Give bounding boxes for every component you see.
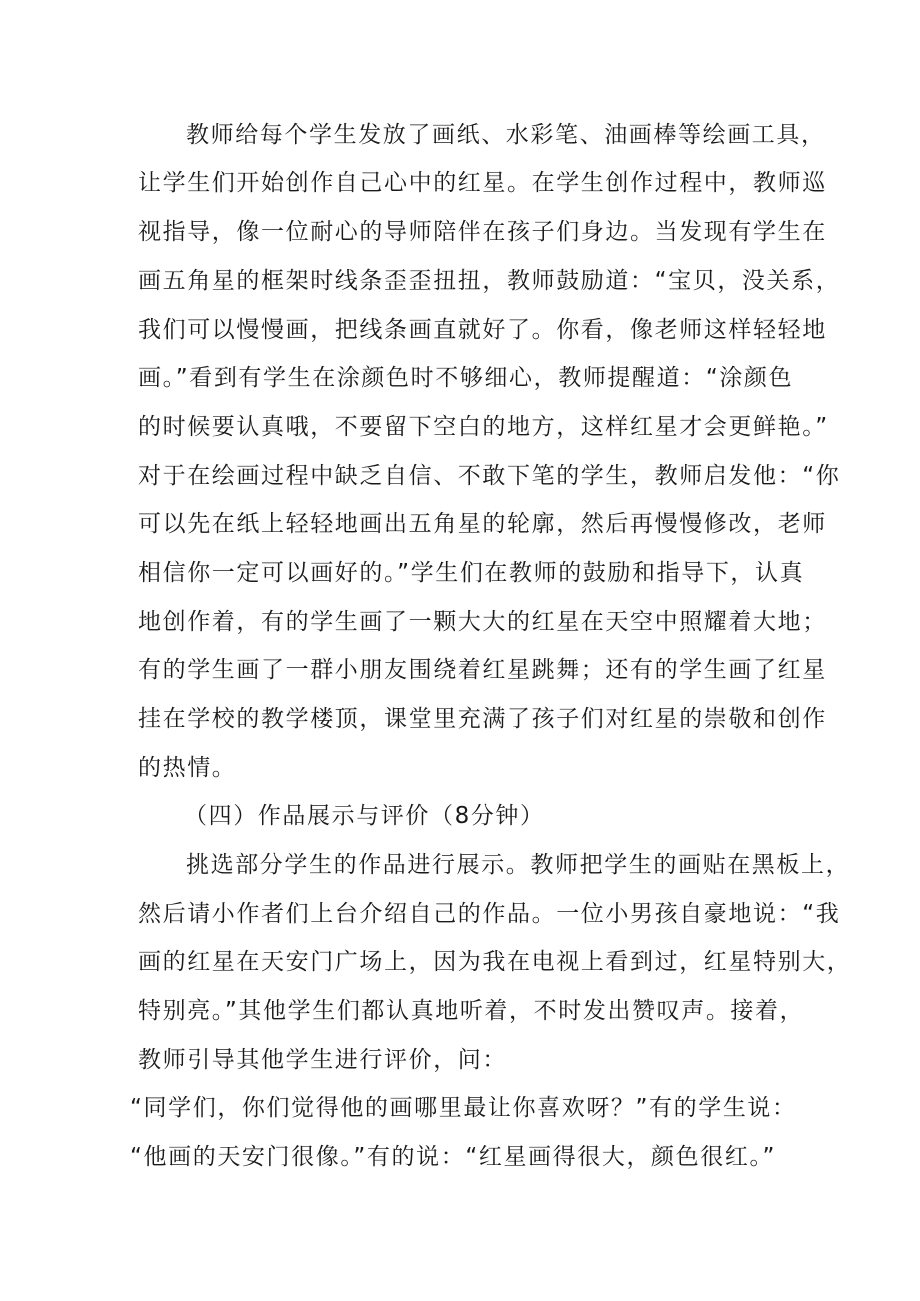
paragraph-2-line-5: 教师引导其他学生进行评价，问：	[138, 1047, 507, 1073]
paragraph-1-line-4: 画五角星的框架时线条歪歪扭扭，教师鼓励道：“宝贝，没关系，	[138, 268, 841, 294]
paragraph-1-line-11: 地创作着，有的学生画了一颗大大的红星在天空中照耀着大地；	[138, 609, 827, 635]
paragraph-1-line-2: 让学生们开始创作自己心中的红星。在学生创作过程中，教师巡	[138, 170, 827, 196]
paragraph-1-line-1: 教师给每个学生发放了画纸、水彩笔、油画棒等绘画工具，	[186, 122, 826, 148]
paragraph-1-line-5: 我们可以慢慢画，把线条画直就好了。你看，像老师这样轻轻地	[138, 317, 827, 343]
paragraph-2-line-1: 挑选部分学生的作品进行展示。教师把学生的画贴在黑板上，	[186, 852, 851, 878]
section-heading: （四）作品展示与评价（8分钟）	[184, 803, 545, 829]
paragraph-1-line-14: 的热情。	[138, 755, 237, 781]
paragraph-2-line-4: 特别亮。”其他学生们都认真地听着，不时发出赞叹声。接着，	[138, 998, 805, 1024]
paragraph-1-line-6: 画。”看到有学生在涂颜色时不够细心，教师提醒道：“涂颜色	[138, 365, 794, 391]
paragraph-3-line-2: “他画的天安门很像。”有的说：“红星画得很大，颜色很红。”	[130, 1144, 777, 1170]
paragraph-1-line-7: 的时候要认真哦，不要留下空白的地方，这样红星才会更鲜艳。”	[138, 414, 829, 440]
paragraph-1-line-10: 相信你一定可以画好的。”学生们在教师的鼓励和指导下，认真	[138, 560, 805, 586]
paragraph-1-line-8: 对于在绘画过程中缺乏自信、不敢下笔的学生，教师启发他：“你	[138, 463, 841, 489]
paragraph-1-line-13: 挂在学校的教学楼顶，课堂里充满了孩子们对红星的崇敬和创作	[138, 706, 827, 732]
paragraph-1-line-12: 有的学生画了一群小朋友围绕着红星跳舞；还有的学生画了红星	[138, 657, 827, 683]
paragraph-2-line-2: 然后请小作者们上台介绍自己的作品。一位小男孩自豪地说：“我	[138, 901, 841, 927]
paragraph-1-line-9: 可以先在纸上轻轻地画出五角星的轮廓，然后再慢慢修改，老师	[138, 511, 827, 537]
paragraph-1-line-3: 视指导，像一位耐心的导师陪伴在孩子们身边。当发现有学生在	[138, 219, 827, 245]
paragraph-3-line-1: “同学们，你们觉得他的画哪里最让你喜欢呀？”有的学生说：	[130, 1095, 797, 1121]
paragraph-2-line-3: 画的红星在天安门广场上，因为我在电视上看到过，红星特别大，	[138, 949, 852, 975]
